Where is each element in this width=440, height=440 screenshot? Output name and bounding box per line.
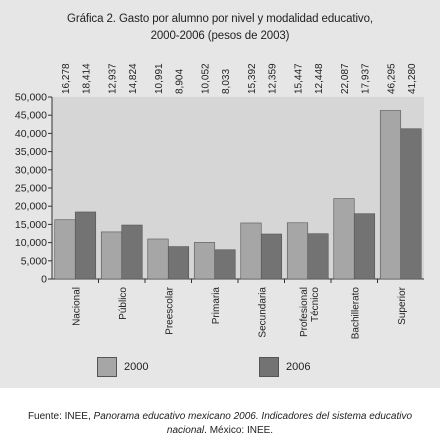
y-tick-label: 45,000: [14, 109, 47, 122]
category-label: Nacional: [71, 287, 83, 326]
y-tick-label: 10,000: [14, 237, 47, 250]
data-label-2006: 41,280: [407, 63, 418, 94]
bar-2000: [101, 232, 122, 279]
bar-2006: [215, 250, 236, 279]
bar-2000: [148, 239, 169, 279]
bar-2000: [380, 110, 401, 279]
category-label: Técnico: [309, 287, 321, 323]
source-prefix: Fuente: INEE,: [27, 411, 94, 422]
data-label-2006: 8,904: [174, 68, 186, 94]
y-tick-label: 15,000: [14, 218, 47, 231]
data-label-2000: 10,991: [154, 63, 165, 94]
data-label-2006: 18,414: [81, 63, 93, 94]
chart-title-line2: 2000-2006 (pesos de 2003): [150, 30, 290, 42]
bar-2000: [55, 220, 76, 279]
bar-2006: [354, 214, 375, 279]
y-tick-label: 0: [41, 273, 47, 286]
category-label: Público: [117, 287, 129, 320]
category-label: Superior: [396, 287, 408, 325]
data-label-2000: 46,295: [386, 63, 398, 94]
source-title-end: nacional: [166, 425, 205, 436]
data-label-2000: 22,087: [340, 63, 351, 94]
data-label-2000: 10,052: [200, 63, 212, 94]
bar-2006: [75, 212, 96, 279]
bar-2000: [334, 199, 355, 279]
category-label: Profesional: [298, 287, 310, 338]
category-label: Bachillerato: [350, 287, 362, 340]
bar-2000: [194, 242, 215, 279]
y-tick-label: 50,000: [14, 91, 47, 104]
y-tick-label: 30,000: [14, 164, 47, 177]
legend-swatch-2000: [97, 357, 117, 377]
y-tick-label: 20,000: [14, 200, 47, 213]
bar-2006: [261, 234, 282, 279]
legend-swatch-2006: [259, 357, 279, 377]
chart-title-line1: Gráfica 2. Gasto por alumno por nivel y modalidad educativo,: [67, 13, 373, 25]
category-label: Preescolar: [164, 287, 176, 335]
y-tick-label: 40,000: [14, 127, 47, 140]
bar-2006: [122, 225, 143, 279]
data-label-2006: 8,033: [221, 68, 232, 94]
data-label-2006: 17,937: [360, 63, 372, 94]
data-label-2006: 12,448: [314, 63, 325, 94]
source-note: [0, 410, 440, 438]
category-label: Secundaria: [257, 287, 269, 338]
data-label-2006: 14,824: [128, 63, 139, 94]
data-label-2000: 15,392: [247, 63, 258, 94]
y-tick-label: 25,000: [14, 182, 47, 195]
source-suffix: . México: INEE.: [204, 425, 274, 436]
category-label: Primaria: [210, 287, 222, 325]
bar-2006: [168, 247, 189, 279]
bar-2006: [308, 234, 329, 279]
data-label-2000: 15,447: [293, 63, 305, 94]
bar-2000: [241, 223, 262, 279]
data-label-2006: 12,359: [267, 63, 279, 94]
bar-2006: [401, 129, 422, 279]
y-tick-label: 5,000: [20, 255, 47, 268]
bar-2000: [287, 223, 308, 279]
y-tick-label: 35,000: [14, 146, 47, 159]
source-title: Panorama educativo mexicano 2006. Indicadores del sistema educativo: [93, 411, 413, 422]
data-label-2000: 16,278: [61, 63, 72, 94]
data-label-2000: 12,937: [107, 63, 119, 94]
legend-label-2000: 2000: [124, 361, 149, 373]
legend-label-2006: 2006: [286, 361, 311, 373]
